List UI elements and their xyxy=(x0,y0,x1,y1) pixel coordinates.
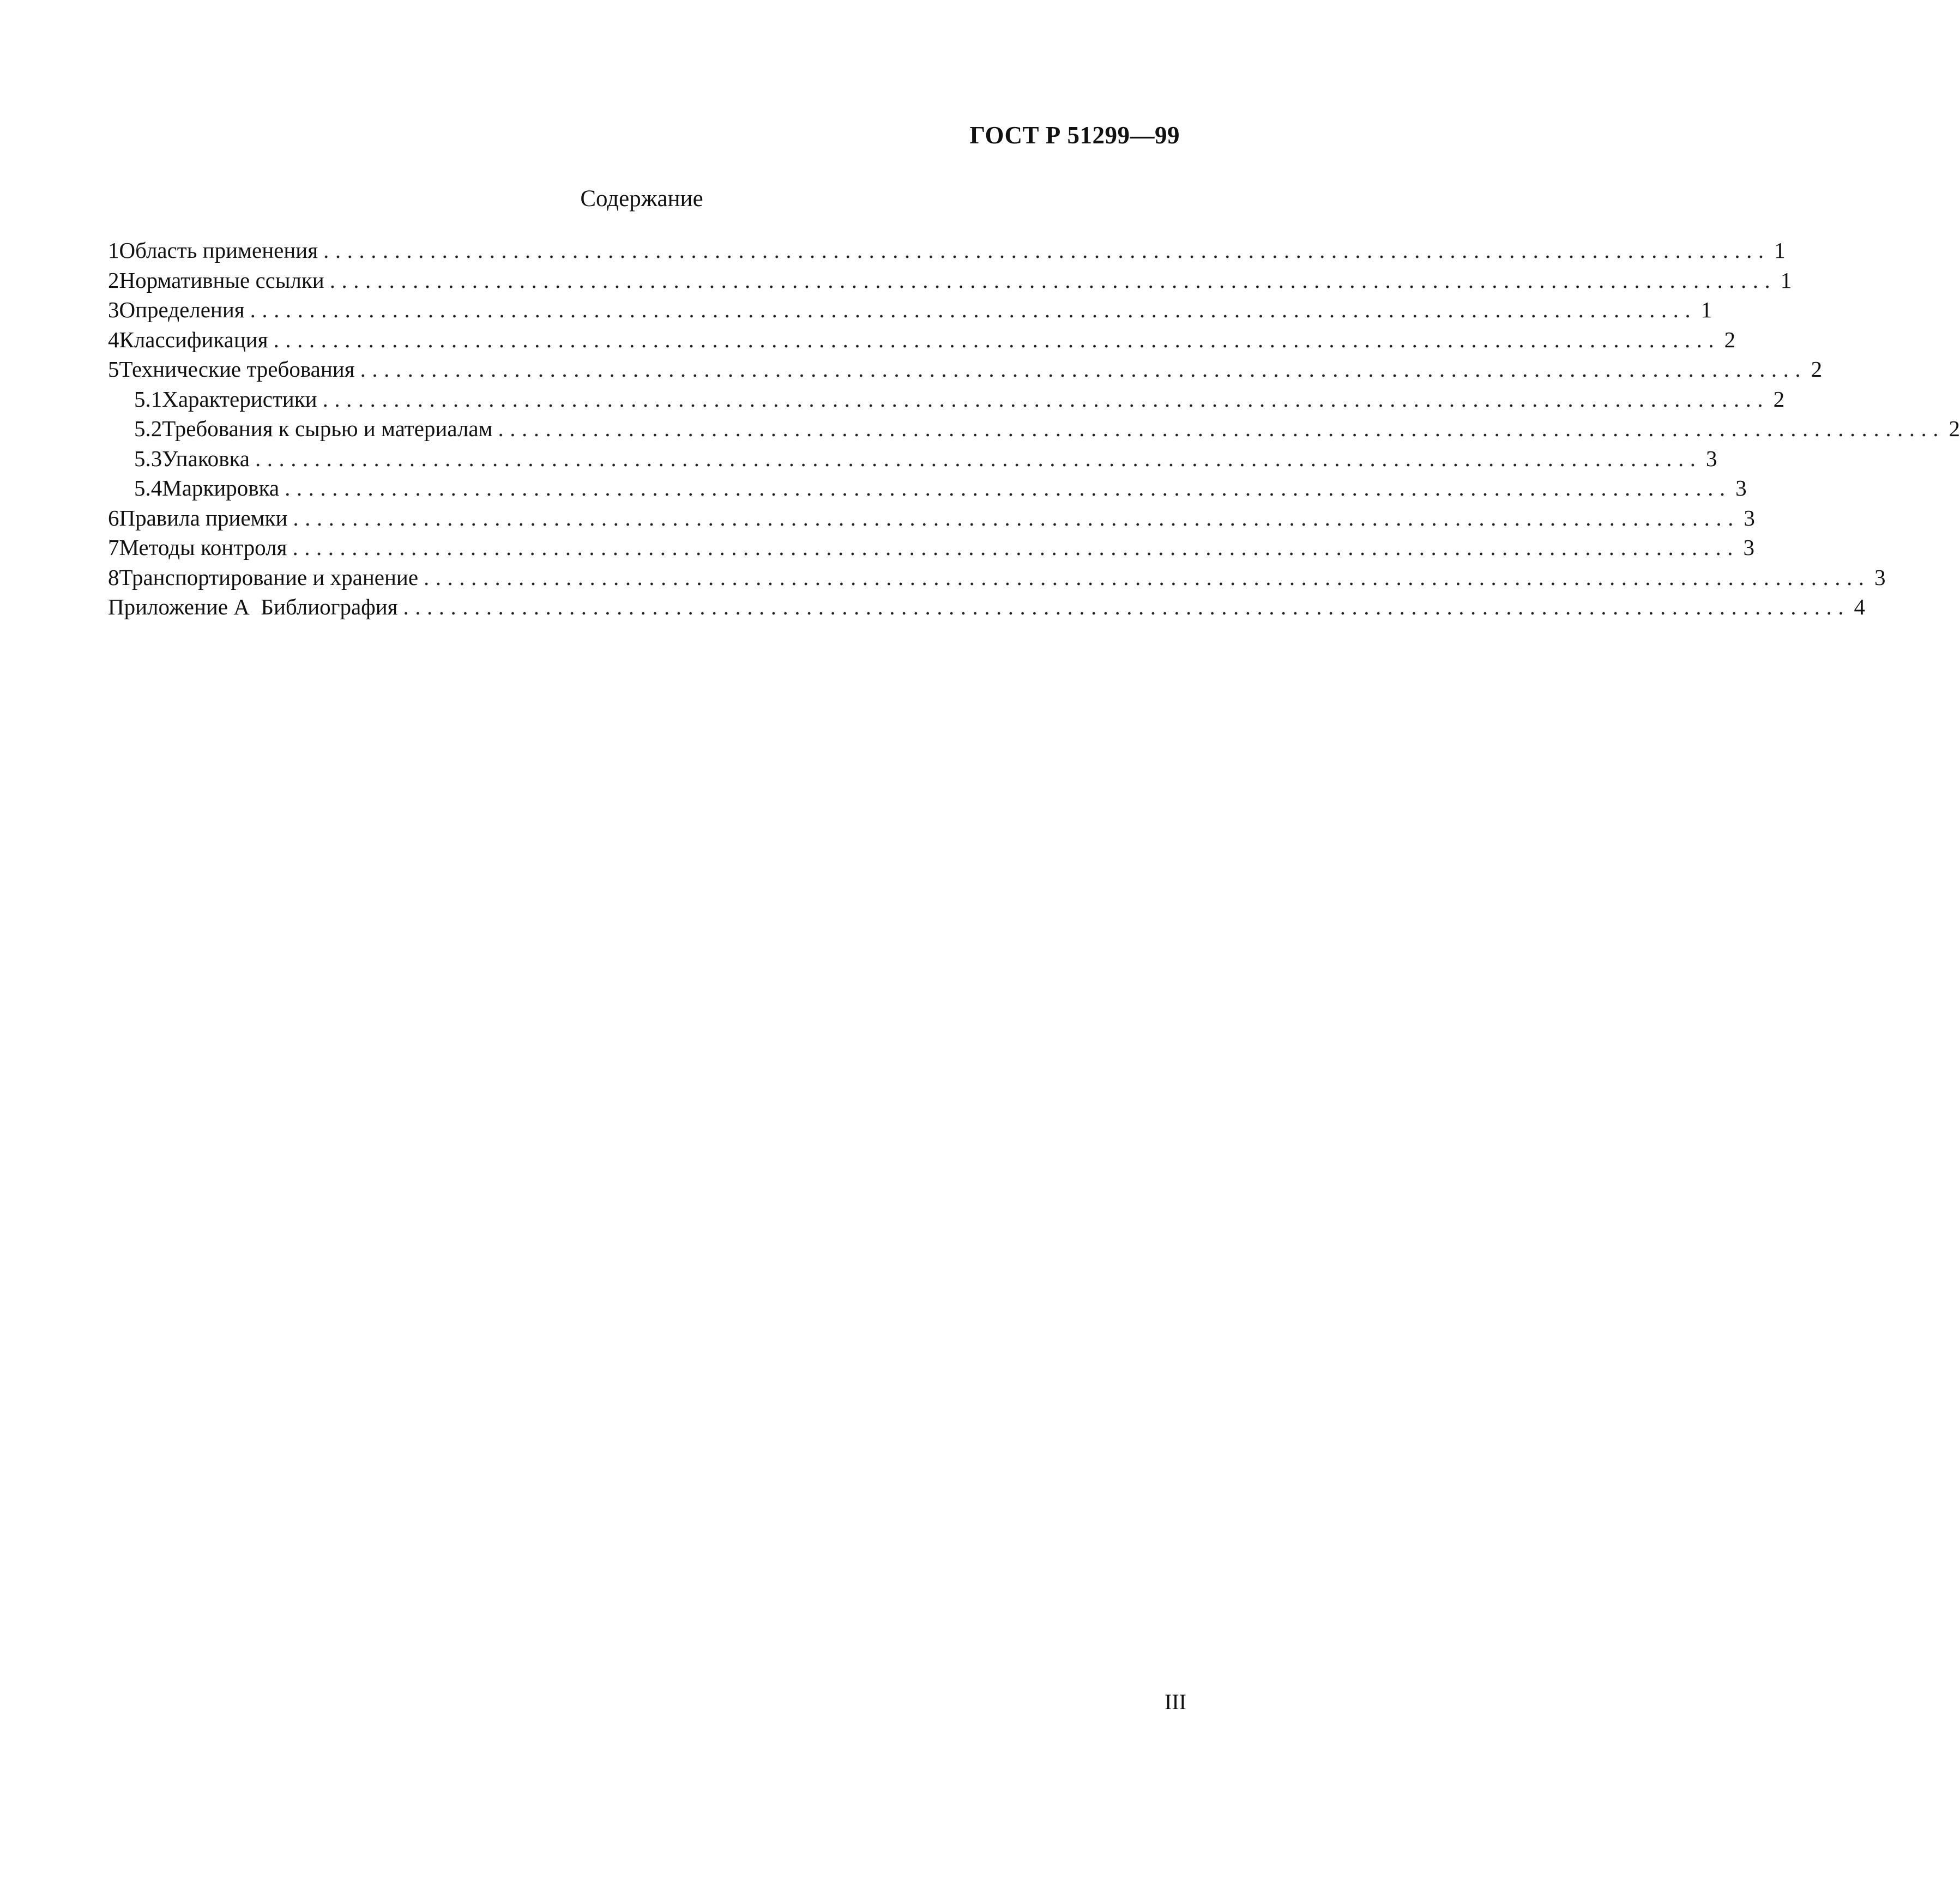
toc-dot-leader: .......................................................................................................................... xyxy=(255,445,1702,471)
toc-entry[interactable] xyxy=(108,503,1755,533)
toc-entry[interactable] xyxy=(108,236,1786,266)
toc-entry-page: 3 xyxy=(1706,445,1717,471)
toc-entry-number: 5.4 xyxy=(134,475,162,500)
toc-entry-label: Упаковка xyxy=(162,445,250,471)
toc-entry-number: 8 xyxy=(108,564,119,590)
toc-dot-leader: .......................................................................................................................... xyxy=(322,386,1770,412)
toc-dot-leader: .......................................................................................................................... xyxy=(424,564,1871,590)
toc-entry-label: Методы контроля xyxy=(119,535,287,560)
toc-entry-page: 2 xyxy=(1773,386,1785,412)
toc-dot-leader: .......................................................................................................................... xyxy=(323,238,1770,263)
toc-entry[interactable] xyxy=(108,266,1792,295)
toc-dot-leader: .......................................................................................................................... xyxy=(293,505,1740,530)
toc-dot-leader: .......................................................................................................................... xyxy=(498,416,1945,441)
toc-entry-number: 7 xyxy=(108,535,119,560)
toc-entry-page: 2 xyxy=(1811,357,1823,382)
toc-subentry[interactable] xyxy=(108,473,1747,503)
toc-entry-label: Маркировка xyxy=(162,475,280,500)
toc-entry[interactable] xyxy=(108,325,1736,355)
toc-entry-number: 1 xyxy=(108,238,119,263)
toc-entry-label: Нормативные ссылки xyxy=(119,267,324,293)
toc-entry-label: Требования к сырью и материалам xyxy=(162,416,493,441)
toc-entry-label: Приложение А Библиография xyxy=(108,594,398,619)
toc-dot-leader: .......................................................................................................................... xyxy=(292,535,1739,560)
document-code: ГОСТ Р 51299—99 xyxy=(969,122,1180,149)
toc-entry[interactable] xyxy=(108,533,1754,563)
table-of-contents xyxy=(108,236,1960,622)
toc-entry-page: 3 xyxy=(1735,475,1747,500)
toc-title: Содержание xyxy=(580,186,703,212)
toc-dot-leader: .......................................................................................................................... xyxy=(329,267,1777,293)
toc-subentry[interactable] xyxy=(108,384,1785,414)
toc-subentry[interactable] xyxy=(108,414,1960,444)
toc-entry-label: Характеристики xyxy=(162,386,317,412)
toc-entry-number: 5.1 xyxy=(134,386,162,412)
toc-entry-page: 1 xyxy=(1780,267,1792,293)
toc-entry-page: 4 xyxy=(1854,594,1866,619)
toc-dot-leader: .......................................................................................................................... xyxy=(403,594,1850,619)
toc-dot-leader: .......................................................................................................................... xyxy=(360,357,1807,382)
toc-entry-number: 5.2 xyxy=(134,416,162,441)
toc-entry-label: Технические требования xyxy=(119,357,355,382)
toc-entry-number: 4 xyxy=(108,327,119,352)
page-number: III xyxy=(1165,1690,1186,1714)
toc-dot-leader: .......................................................................................................................... xyxy=(250,297,1697,322)
toc-entry-page: 1 xyxy=(1774,238,1786,263)
toc-dot-leader: .......................................................................................................................... xyxy=(285,475,1732,500)
toc-entry-page: 3 xyxy=(1874,564,1886,590)
toc-entry-number: 5.3 xyxy=(134,445,162,471)
toc-entry-page: 1 xyxy=(1700,297,1712,322)
toc-entry-label: Определения xyxy=(119,297,245,322)
toc-entry[interactable] xyxy=(108,295,1712,325)
toc-entry-label: Транспортирование и хранение xyxy=(119,564,419,590)
toc-entry-page: 3 xyxy=(1744,505,1755,530)
toc-entry-number: 2 xyxy=(108,267,119,293)
toc-dot-leader: .......................................................................................................................... xyxy=(273,327,1721,352)
toc-entry-page: 2 xyxy=(1724,327,1736,352)
toc-entry-label: Правила приемки xyxy=(119,505,288,530)
toc-subentry[interactable] xyxy=(108,444,1717,474)
toc-entry[interactable] xyxy=(108,563,1886,593)
toc-entry-page: 3 xyxy=(1743,535,1754,560)
toc-entry-number: 6 xyxy=(108,505,119,530)
toc-entry-page: 2 xyxy=(1949,416,1960,441)
toc-entry-label: Классификация xyxy=(119,327,268,352)
toc-entry[interactable] xyxy=(108,354,1823,384)
toc-appendix-entry[interactable] xyxy=(108,592,1866,622)
toc-entry-number: 5 xyxy=(108,357,119,382)
toc-entry-number: 3 xyxy=(108,297,119,322)
toc-entry-label: Область применения xyxy=(119,238,318,263)
